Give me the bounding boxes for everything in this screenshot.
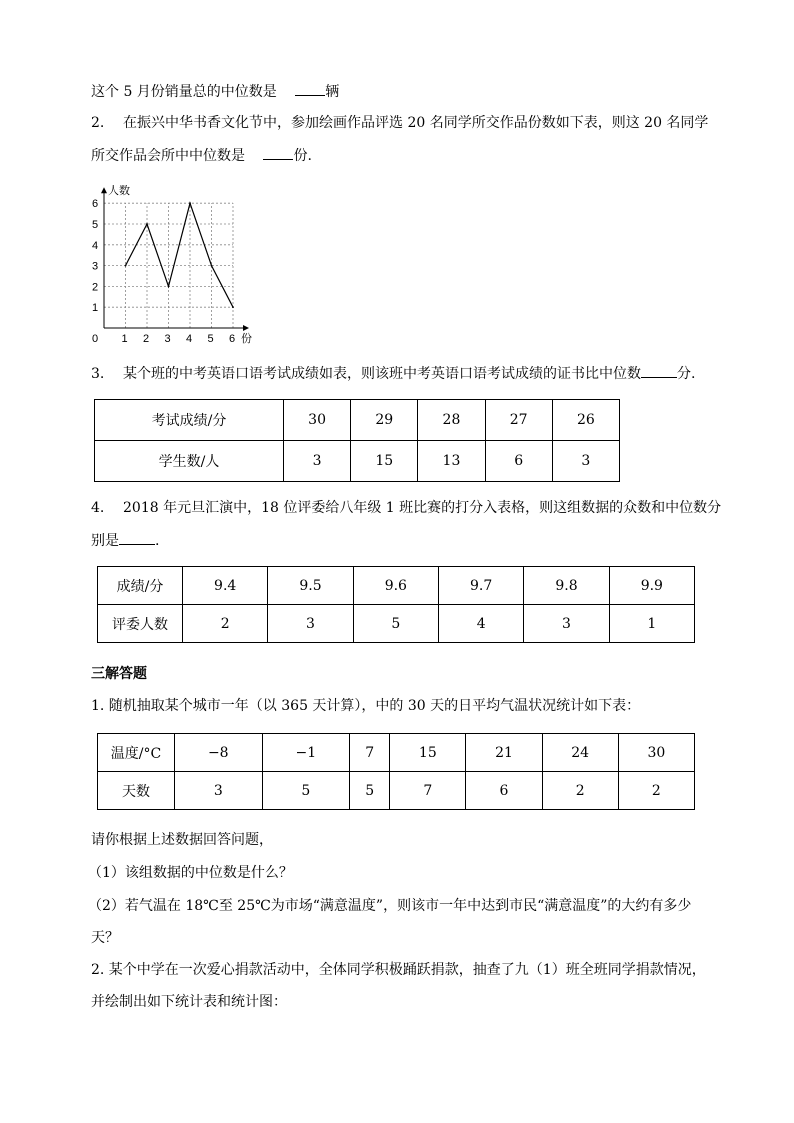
chart-grid: [104, 203, 233, 328]
question-4-suffix: .: [155, 533, 160, 549]
table-row: [98, 605, 695, 643]
x-axis-arrow: [243, 325, 249, 331]
y-axis-label: 人数: [108, 185, 130, 198]
prev-question-suffix: 辆: [325, 84, 340, 100]
x-tick-label: 6: [229, 333, 236, 345]
data-point: [168, 286, 170, 288]
table-cell: 28: [418, 400, 485, 441]
table-row: [95, 400, 620, 441]
data-line: [126, 203, 234, 307]
y-tick-label: 3: [92, 260, 99, 273]
y-tick-label: 1: [92, 302, 99, 315]
table-cell: 27: [485, 400, 552, 441]
question-4-line-1: [91, 498, 721, 518]
question-3-suffix: 分.: [677, 366, 696, 382]
question-4-line-2: [91, 530, 159, 551]
table-cell: 30: [284, 400, 351, 441]
table-cell: 9.4: [183, 567, 268, 605]
question-2-text: 在振兴中华书香文化节中，参加绘画作品评选 20 名同学所交作品份数如下表，则这 20 名同学: [123, 115, 709, 131]
answer-question-1: 1. 随机抽取某个城市一年（以 365 天计算），中的 30 天的日平均气温状况统计如下表：: [91, 698, 641, 714]
table-cell: 15: [351, 441, 418, 482]
y-tick-label: 6: [92, 198, 99, 211]
answer-1-sub-2-line-2: 天？: [91, 930, 119, 946]
table-cell: 3: [268, 605, 353, 643]
table-cell: 9.8: [524, 567, 609, 605]
table-cell: 15: [390, 734, 466, 772]
question-2-line-1: [91, 113, 708, 133]
chart-ticks: [92, 185, 252, 345]
table-cell: 13: [418, 441, 485, 482]
table-cell: 26: [552, 400, 619, 441]
table-cell: 9.7: [438, 567, 523, 605]
table-cell: 9.9: [609, 567, 694, 605]
table-cell: 6: [466, 772, 542, 810]
question-2-text-2: 所交作品会所中中位数是: [91, 148, 245, 164]
x-tick-label: 4: [186, 333, 193, 345]
table-cell: −8: [175, 734, 263, 772]
score-table-q3: [94, 399, 620, 482]
table-cell: 5: [262, 772, 350, 810]
table-cell: 2: [618, 772, 694, 810]
prev-question-text: 这个 5 月份销量总的中位数是: [91, 84, 277, 100]
answer-blank: [263, 145, 293, 160]
table-cell: 2: [183, 605, 268, 643]
answer-1-prompt: 请你根据上述数据回答问题，: [91, 832, 273, 848]
table-cell: 成绩/分: [98, 567, 183, 605]
table-cell: 3: [284, 441, 351, 482]
data-point: [125, 265, 127, 267]
table-cell: 7: [390, 772, 466, 810]
answer-1-sub-2-line-1: （2）若气温在 18℃至 25℃为市场“满意温度”，则该市一年中达到市民“满意温度”的大约有多少: [88, 898, 692, 914]
x-tick-label: 2: [143, 333, 150, 345]
question-3-number: 3.: [91, 366, 105, 382]
table-cell: 7: [350, 734, 390, 772]
x-tick-label: 0: [92, 333, 99, 345]
table-cell: −1: [262, 734, 350, 772]
section-heading: 三解答题: [91, 666, 147, 682]
table-cell: 6: [485, 441, 552, 482]
table-cell: 学生数/人: [95, 441, 284, 482]
table-cell: 9.6: [353, 567, 438, 605]
table-cell: 21: [466, 734, 542, 772]
answer-blank: [119, 530, 155, 545]
table-cell: 3: [552, 441, 619, 482]
data-point: [146, 223, 148, 225]
table-row: [95, 441, 620, 482]
y-axis-arrow: [101, 187, 107, 193]
table-cell: 评委人数: [98, 605, 183, 643]
temperature-table: [97, 733, 695, 810]
y-tick-label: 5: [92, 219, 99, 231]
table-cell: 考试成绩/分: [95, 400, 284, 441]
question-3: [91, 363, 695, 384]
table-cell: 29: [351, 400, 418, 441]
table-cell: 天数: [98, 772, 175, 810]
x-tick-label: 1: [121, 333, 128, 345]
data-point: [189, 202, 191, 204]
table-cell: 1: [609, 605, 694, 643]
question-2-suffix: 份.: [293, 148, 312, 164]
table-row: [98, 772, 695, 810]
answer-blank: [295, 81, 325, 96]
table-cell: 30: [618, 734, 694, 772]
data-point: [211, 265, 213, 267]
question-3-text: 某个班的中考英语口语考试成绩如表，则该班中考英语口语考试成绩的证书比中位数: [123, 366, 641, 382]
answer-question-2-line-2: 并绘制出如下统计表和统计图：: [91, 994, 287, 1010]
table-cell: 24: [542, 734, 618, 772]
x-tick-label: 5: [207, 333, 214, 345]
table-row: [98, 567, 695, 605]
question-2-number: 2.: [91, 115, 105, 131]
table-cell: 9.5: [268, 567, 353, 605]
score-table-q4: [97, 566, 695, 643]
table-row: [98, 734, 695, 772]
x-axis-label: 份: [241, 333, 252, 345]
table-cell: 温度/°C: [98, 734, 175, 772]
table-cell: 5: [350, 772, 390, 810]
table-cell: 3: [524, 605, 609, 643]
question-4-text: 2018 年元旦汇演中，18 位评委给八年级 1 班比赛的打分入表格，则这组数据的众数和中位数分: [123, 500, 722, 516]
y-tick-label: 4: [92, 239, 99, 252]
answer-question-2-line-1: 2. 某个中学在一次爱心捐款活动中，全体同学积极踊跃捐款，抽查了九（1）班全班同学捐款情况，: [91, 962, 706, 978]
chart-series: [125, 202, 234, 308]
table-cell: 4: [438, 605, 523, 643]
line-chart: [88, 185, 288, 345]
x-tick-label: 3: [164, 333, 171, 345]
answer-1-sub-1: （1）该组数据的中位数是什么？: [88, 865, 293, 881]
data-point: [232, 306, 234, 308]
question-4-number: 4.: [91, 500, 105, 516]
answer-blank: [641, 363, 677, 378]
table-cell: 5: [353, 605, 438, 643]
question-2-line-2: [91, 145, 312, 166]
table-cell: 3: [175, 772, 263, 810]
y-tick-label: 2: [92, 281, 99, 294]
prev-question-tail: [91, 81, 339, 102]
table-cell: 2: [542, 772, 618, 810]
question-4-text-2: 别是: [91, 533, 119, 549]
